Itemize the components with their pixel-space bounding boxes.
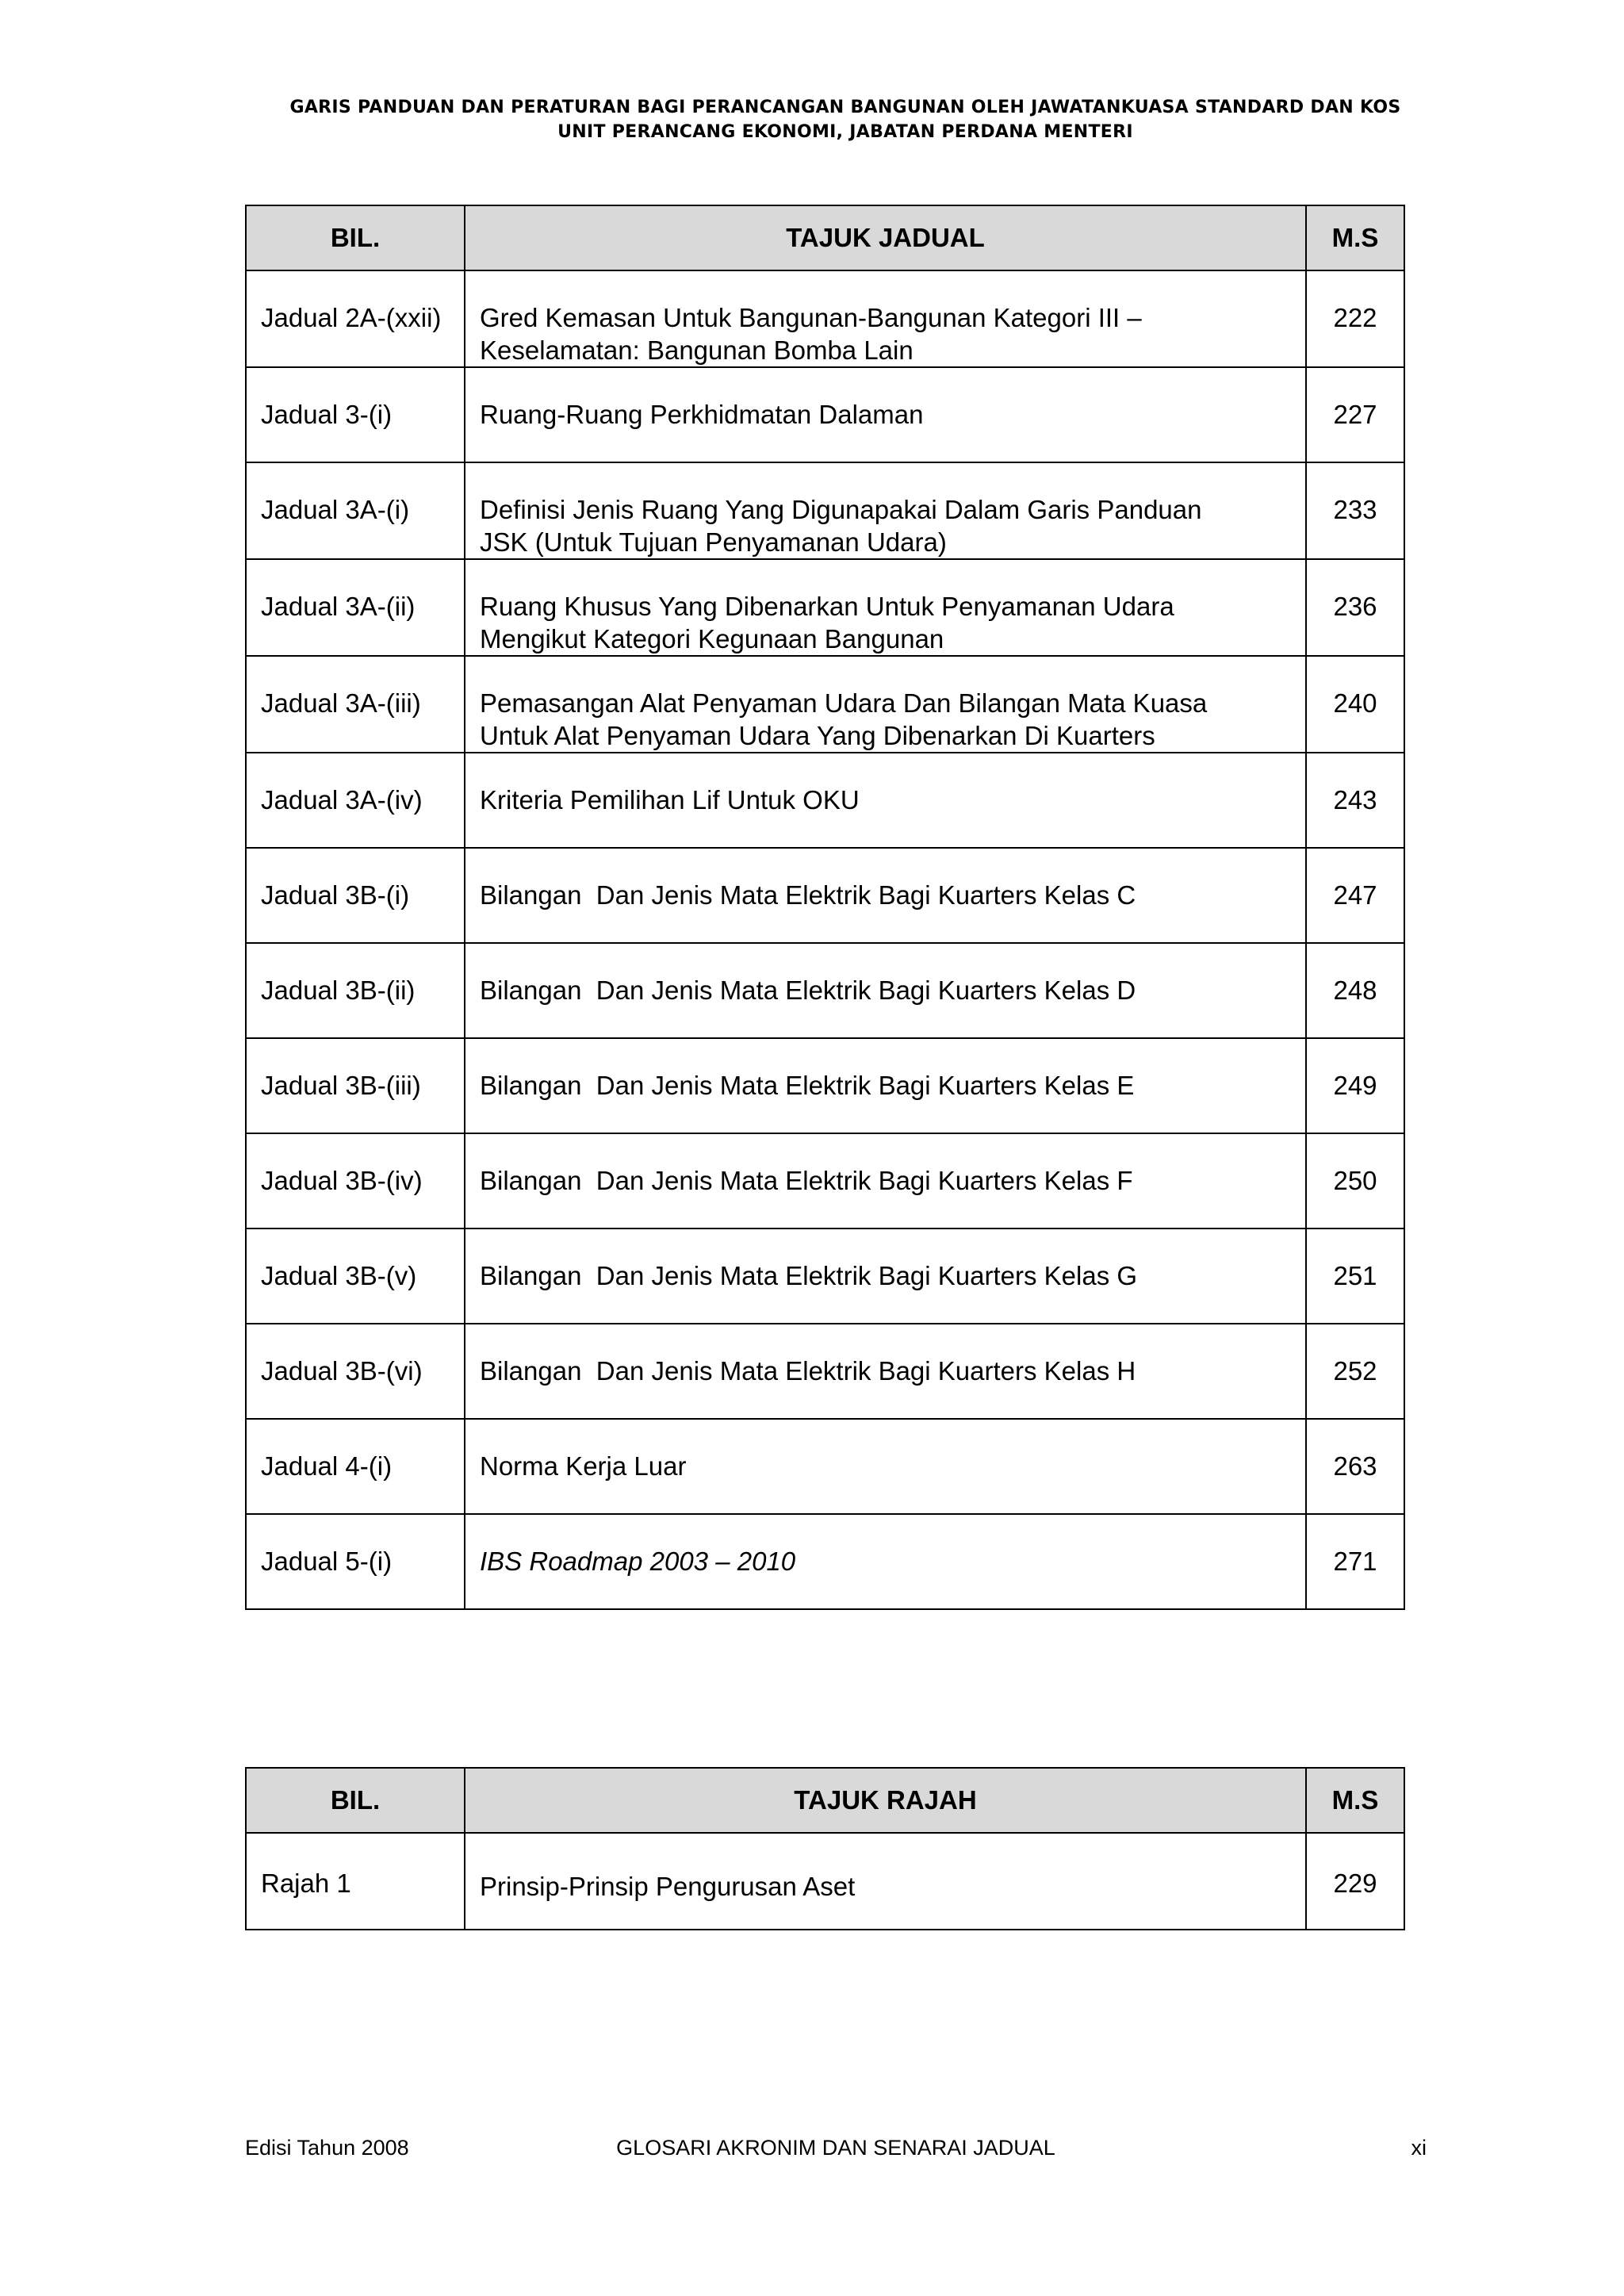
table-list-row — [246, 656, 1404, 753]
entry-title — [465, 1228, 1306, 1324]
table-list-row — [246, 367, 1404, 462]
entry-number: Jadual 2A-(xxii) — [246, 270, 465, 367]
entry-title — [465, 753, 1306, 848]
entry-number: Jadual 3B-(vi) — [246, 1324, 465, 1419]
table-list-row — [246, 1514, 1404, 1609]
entry-number: Jadual 3A-(iv) — [246, 753, 465, 848]
entry-page-number: 271 — [1306, 1514, 1404, 1609]
entry-number: Jadual 3B-(i) — [246, 848, 465, 943]
entry-page-number: 240 — [1306, 656, 1404, 753]
entry-page-number: 263 — [1306, 1419, 1404, 1514]
entry-page-number: 222 — [1306, 270, 1404, 367]
entry-title-line: Definisi Jenis Ruang Yang Digunapakai Dalam Garis Panduan — [480, 495, 1202, 524]
entry-title — [465, 656, 1306, 753]
footer-section-title: GLOSARI AKRONIM DAN SENARAI JADUAL — [616, 2136, 1055, 2160]
figure-list-row — [246, 1833, 1404, 1930]
entry-page-number: 250 — [1306, 1133, 1404, 1228]
table-list-row — [246, 462, 1404, 559]
entry-number: Jadual 3B-(iii) — [246, 1038, 465, 1133]
entry-number: Jadual 3A-(iii) — [246, 656, 465, 753]
entry-number: Jadual 4-(i) — [246, 1419, 465, 1514]
entry-title-line: Pemasangan Alat Penyaman Udara Dan Bilangan Mata Kuasa — [480, 688, 1208, 718]
entry-number: Jadual 3B-(v) — [246, 1228, 465, 1324]
entry-number: Jadual 3B-(ii) — [246, 943, 465, 1038]
entry-page-number: 248 — [1306, 943, 1404, 1038]
entry-title — [465, 1419, 1306, 1514]
footer-page-number: xi — [1411, 2136, 1427, 2160]
column-header-title: TAJUK JADUAL — [465, 205, 1306, 270]
entry-page-number: 243 — [1306, 753, 1404, 848]
column-header-title: TAJUK RAJAH — [465, 1768, 1306, 1833]
entry-title — [465, 943, 1306, 1038]
entry-title — [465, 1038, 1306, 1133]
column-header-bil: BIL. — [246, 1768, 465, 1833]
footer-edition: Edisi Tahun 2008 — [245, 2136, 409, 2160]
entry-title-line: Bilangan Dan Jenis Mata Elektrik Bagi Kuarters Kelas E — [480, 1071, 1135, 1100]
entry-title-line: Gred Kemasan Untuk Bangunan-Bangunan Kategori III – — [480, 303, 1142, 332]
entry-page-number: 249 — [1306, 1038, 1404, 1133]
entry-page-number: 251 — [1306, 1228, 1404, 1324]
header-line-1: GARIS PANDUAN DAN PERATURAN BAGI PERANCANGAN BANGUNAN OLEH JAWATANKUASA STANDARD DAN KOS — [289, 98, 1401, 117]
column-header-page: M.S — [1306, 1768, 1404, 1833]
entry-title-line: Mengikut Kategori Kegunaan Bangunan — [480, 624, 944, 654]
entry-title-line: Norma Kerja Luar — [480, 1451, 687, 1481]
entry-title-line: Kriteria Pemilihan Lif Untuk OKU — [480, 785, 860, 815]
entry-page-number: 233 — [1306, 462, 1404, 559]
running-header — [0, 95, 1624, 144]
entry-title-line: Prinsip-Prinsip Pengurusan Aset — [480, 1872, 856, 1901]
entry-title-line: Bilangan Dan Jenis Mata Elektrik Bagi Kuarters Kelas G — [480, 1261, 1138, 1290]
entry-number: Jadual 5-(i) — [246, 1514, 465, 1609]
entry-title-line: Bilangan Dan Jenis Mata Elektrik Bagi Kuarters Kelas H — [480, 1356, 1136, 1386]
table-list-table — [245, 205, 1405, 1610]
table-list-row — [246, 1419, 1404, 1514]
table-list-row — [246, 270, 1404, 367]
table-header-row — [246, 1768, 1404, 1833]
table-list-row — [246, 943, 1404, 1038]
header-line-2: UNIT PERANCANG EKONOMI, JABATAN PERDANA MENTERI — [557, 122, 1133, 142]
figure-list-table — [245, 1767, 1405, 1930]
entry-title-line: Ruang Khusus Yang Dibenarkan Untuk Penyamanan Udara — [480, 592, 1174, 621]
table-list-row — [246, 1324, 1404, 1419]
column-header-bil: BIL. — [246, 205, 465, 270]
entry-title — [465, 1514, 1306, 1609]
table-list-row — [246, 1228, 1404, 1324]
entry-number: Jadual 3B-(iv) — [246, 1133, 465, 1228]
entry-page-number: 247 — [1306, 848, 1404, 943]
entry-page-number: 227 — [1306, 367, 1404, 462]
entry-title — [465, 1833, 1306, 1930]
entry-number: Jadual 3-(i) — [246, 367, 465, 462]
entry-title — [465, 1324, 1306, 1419]
table-list-row — [246, 1133, 1404, 1228]
entry-page-number: 236 — [1306, 559, 1404, 656]
entry-title-line: Bilangan Dan Jenis Mata Elektrik Bagi Kuarters Kelas C — [480, 880, 1136, 910]
entry-page-number: 252 — [1306, 1324, 1404, 1419]
entry-title-line: Ruang-Ruang Perkhidmatan Dalaman — [480, 400, 924, 429]
entry-title-line: Bilangan Dan Jenis Mata Elektrik Bagi Kuarters Kelas D — [480, 976, 1136, 1005]
entry-title-line: JSK (Untuk Tujuan Penyamanan Udara) — [480, 527, 947, 557]
entry-page-number: 229 — [1306, 1833, 1404, 1930]
entry-title — [465, 848, 1306, 943]
table-list-row — [246, 753, 1404, 848]
entry-title-line: Bilangan Dan Jenis Mata Elektrik Bagi Kuarters Kelas F — [480, 1166, 1133, 1195]
entry-title-line: Keselamatan: Bangunan Bomba Lain — [480, 335, 914, 365]
entry-title — [465, 462, 1306, 559]
entry-title — [465, 559, 1306, 656]
entry-title-line: Untuk Alat Penyaman Udara Yang Dibenarkan Di Kuarters — [480, 721, 1155, 750]
entry-title-line: IBS Roadmap 2003 – 2010 — [480, 1547, 796, 1576]
table-list-row — [246, 559, 1404, 656]
entry-number: Jadual 3A-(i) — [246, 462, 465, 559]
table-list-row — [246, 848, 1404, 943]
entry-number: Rajah 1 — [246, 1833, 465, 1930]
entry-title — [465, 367, 1306, 462]
entry-title — [465, 270, 1306, 367]
table-header-row — [246, 205, 1404, 270]
table-list-row — [246, 1038, 1404, 1133]
column-header-page: M.S — [1306, 205, 1404, 270]
entry-title — [465, 1133, 1306, 1228]
entry-number: Jadual 3A-(ii) — [246, 559, 465, 656]
